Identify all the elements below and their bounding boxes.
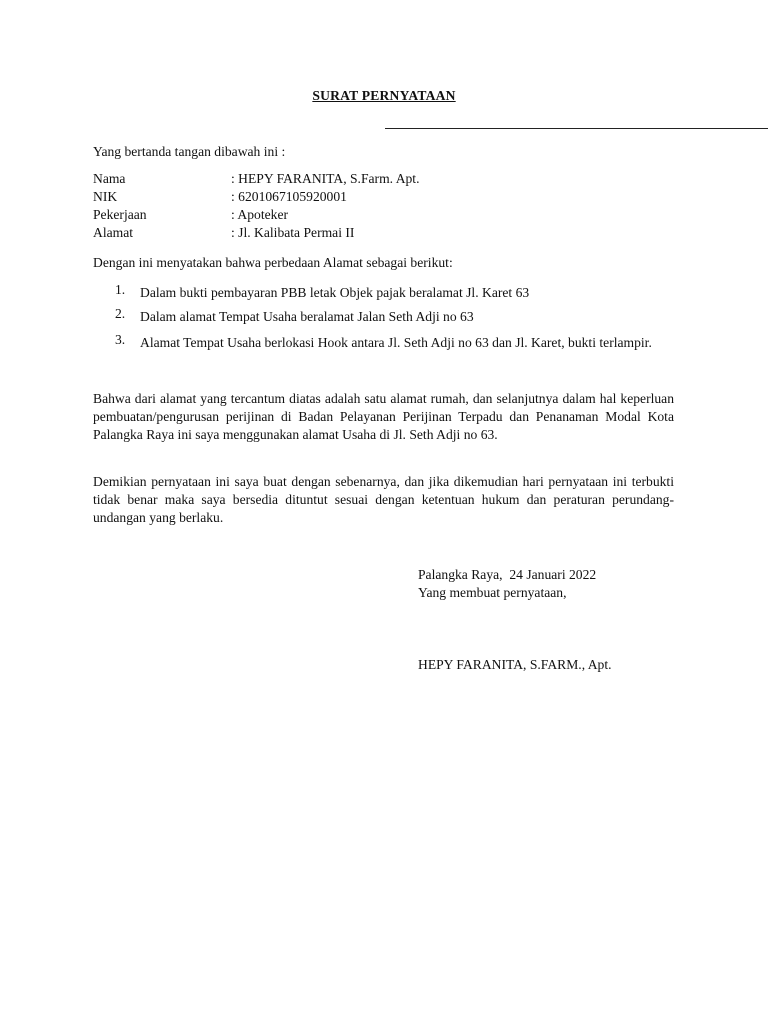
document-title: SURAT PERNYATAAN — [312, 88, 456, 103]
field-value: : 6201067105920001 — [231, 189, 347, 204]
identity-fields — [93, 170, 593, 242]
field-row-nik — [93, 188, 593, 206]
closing-line: Yang membuat pernyataan, — [418, 585, 567, 600]
list-text: Dalam bukti pembayaran PBB letak Objek pajak beralamat Jl. Karet 63 — [140, 285, 530, 300]
field-value: : HEPY FARANITA, S.Farm. Apt. — [231, 171, 420, 186]
intro-text: Yang bertanda tangan dibawah ini : — [93, 144, 286, 159]
paragraph-closing-statement: Demikian pernyataan ini saya buat dengan sebenarnya, dan jika dikemudian hari pernyataan ini terbukti tidak benar maka saya bersedia dituntut sesuai dengan ketentuan hukum dan peraturan perundang-undangan yang berlaku. — [93, 474, 674, 525]
list-item — [93, 305, 674, 331]
field-value: : Jl. Kalibata Permai II — [231, 225, 355, 240]
list-item — [93, 281, 674, 305]
field-label: Alamat — [93, 225, 134, 240]
field-label: NIK — [93, 189, 118, 204]
field-label: Pekerjaan — [93, 207, 147, 222]
signer-name: HEPY FARANITA, S.FARM., Apt. — [418, 657, 612, 672]
signature-block — [418, 566, 596, 602]
list-number: 3. — [115, 332, 126, 347]
horizontal-rule — [385, 128, 768, 129]
list-number: 1. — [115, 282, 126, 297]
field-label: Nama — [93, 171, 126, 186]
field-row-alamat — [93, 224, 593, 242]
list-text: Alamat Tempat Usaha berlokasi Hook antara Jl. Seth Adji no 63 dan Jl. Karet, bukti terlampir. — [140, 335, 652, 350]
declaration-text: Dengan ini menyatakan bahwa perbedaan Alamat sebagai berikut: — [93, 255, 453, 270]
place-date: Palangka Raya, 24 Januari 2022 — [418, 567, 597, 582]
list-item — [93, 331, 674, 355]
field-row-nama — [93, 170, 593, 188]
field-row-pekerjaan — [93, 206, 593, 224]
list-number: 2. — [115, 306, 126, 321]
list-text: Dalam alamat Tempat Usaha beralamat Jalan Seth Adji no 63 — [140, 309, 474, 324]
field-value: : Apoteker — [231, 207, 289, 222]
numbered-list — [93, 281, 674, 355]
paragraph-address: Bahwa dari alamat yang tercantum diatas adalah satu alamat rumah, dan selanjutnya dalam hal keperluan pembuatan/pengurusan perijinan di Badan Pelayanan Perijinan Terpadu dan Penanaman Modal Kota Palangka Raya ini saya menggunakan alamat Usaha di Jl. Seth Adji no 63. — [93, 391, 674, 442]
